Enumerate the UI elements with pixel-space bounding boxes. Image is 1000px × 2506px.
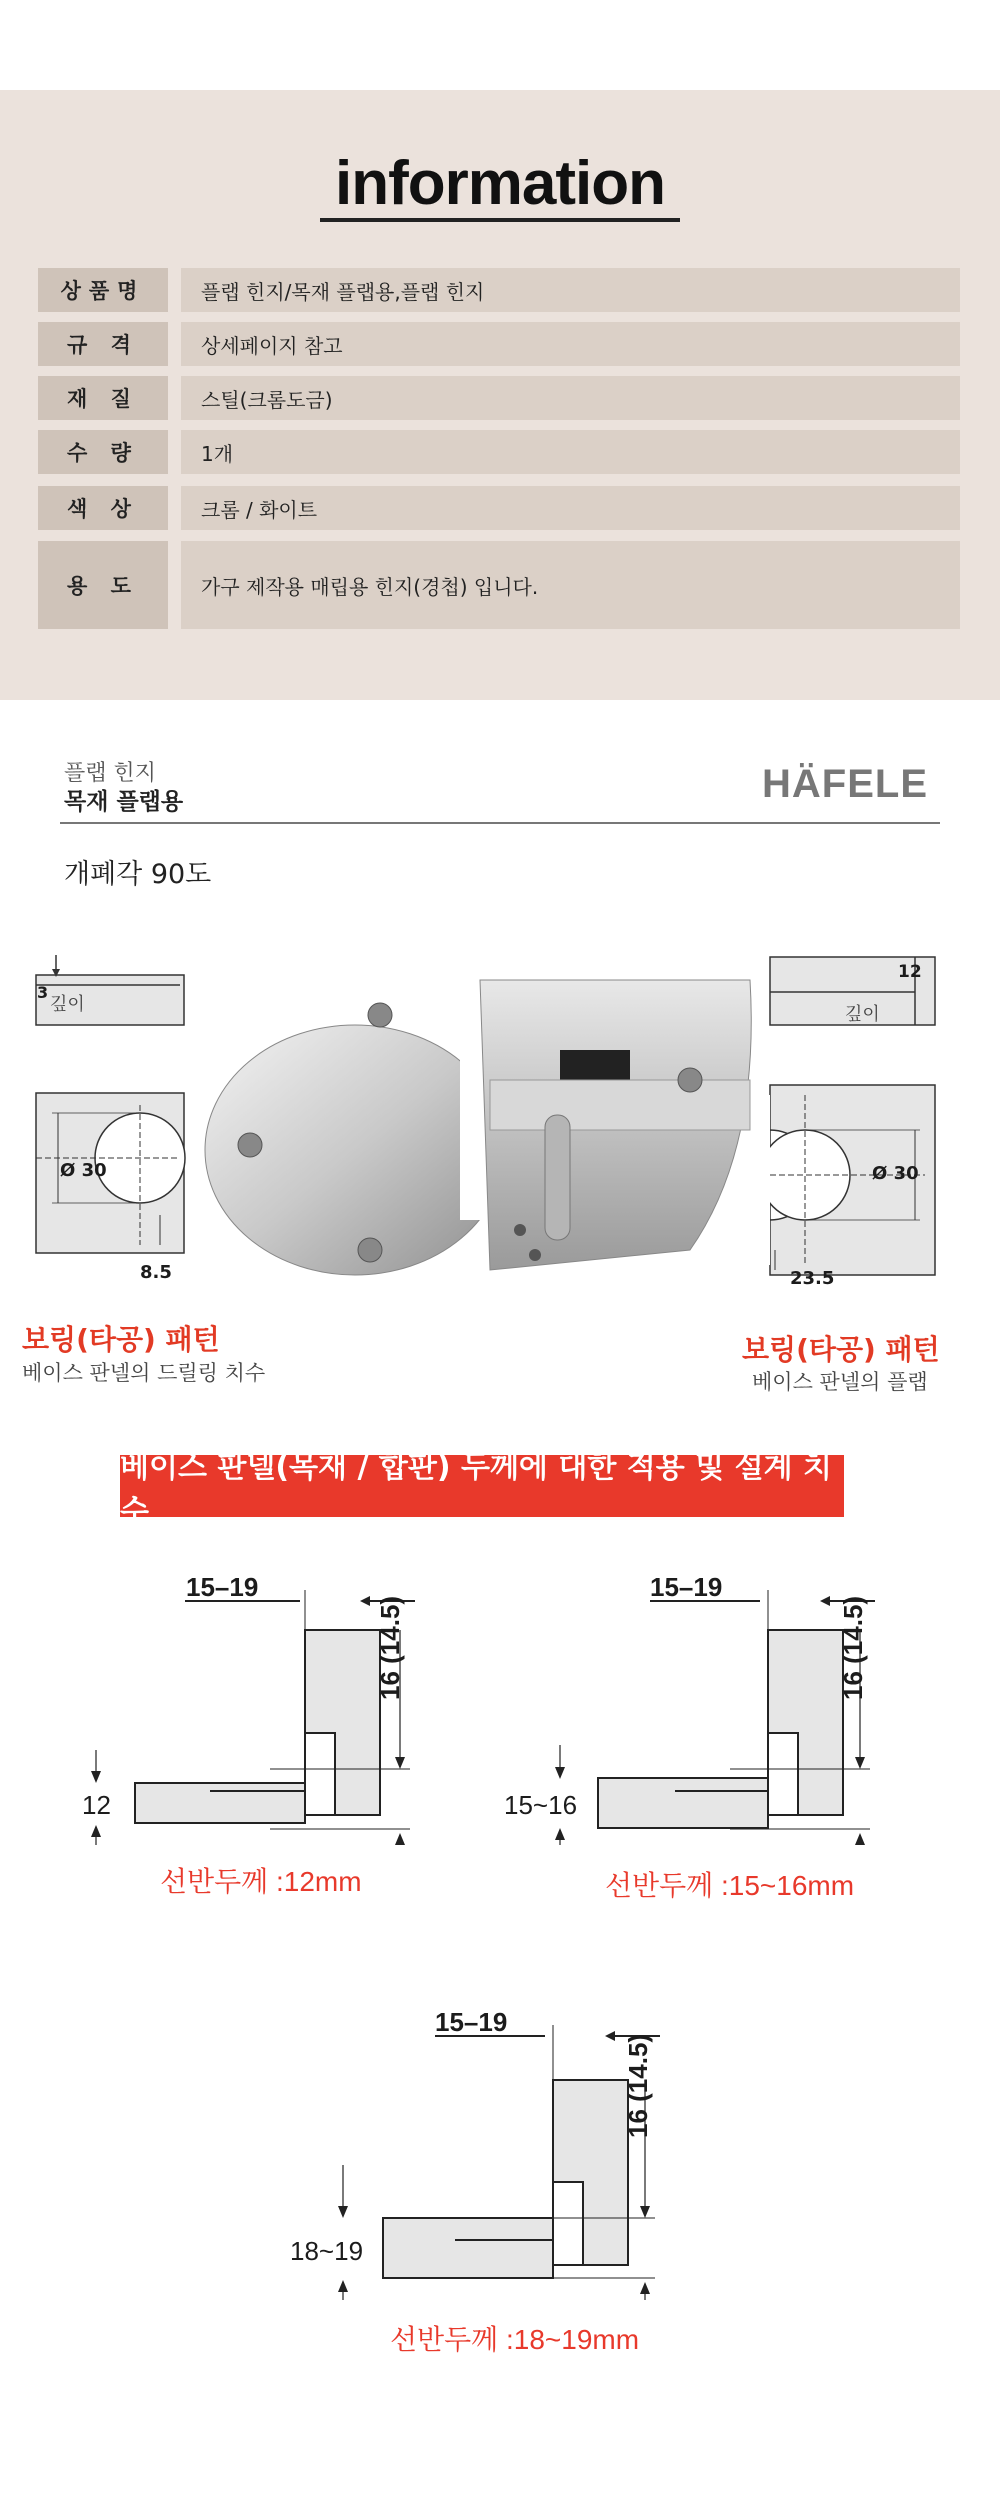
spec-row — [38, 541, 960, 629]
width-label: 15–19 — [186, 1572, 259, 1602]
width-label: 15–19 — [435, 2007, 508, 2037]
right-depth-value: 12 — [898, 962, 922, 982]
boring-right-subtitle: 베이스 판넬의 플랩 — [752, 1370, 928, 1394]
spec-label: 상품명 — [38, 268, 168, 312]
shelf-caption: 선반두께 :12mm — [160, 1866, 362, 1897]
height-label: 16 (14.5) — [623, 2033, 653, 2138]
spec-row — [38, 430, 960, 474]
left-diameter: Ø 30 — [60, 1160, 107, 1181]
left-offset: 8.5 — [140, 1262, 172, 1283]
spec-label: 수 량 — [38, 430, 168, 474]
spec-value: 상세페이지 참고 — [181, 322, 960, 366]
spec-label: 재 질 — [38, 376, 168, 420]
spec-value: 플랩 힌지/목재 플랩용,플랩 힌지 — [181, 268, 960, 312]
right-depth-label: 깊이 — [845, 1004, 880, 1025]
right-offset: 23.5 — [790, 1268, 835, 1289]
shelf-thickness-label: 15~16 — [504, 1790, 578, 1820]
spec-label: 색 상 — [38, 486, 168, 530]
height-label: 16 (14.5) — [375, 1595, 405, 1700]
thickness-banner: 베이스 판넬(목재 / 합판) 두께에 대한 적용 및 설계 치수 — [120, 1455, 844, 1517]
spec-label: 규 격 — [38, 322, 168, 366]
information-section — [0, 90, 1000, 700]
spec-value: 가구 제작용 매립용 힌지(경첩) 입니다. — [181, 541, 960, 629]
opening-angle: 개폐각 90도 — [64, 859, 212, 890]
thickness-diagram-12 — [70, 1565, 470, 1845]
left-depth-value: 3 — [37, 983, 49, 1002]
spec-row — [38, 268, 960, 312]
thickness-diagram-18-19 — [315, 2000, 715, 2300]
product-subtitle-1: 플랩 힌지 — [64, 761, 157, 786]
spec-label: 용 도 — [38, 541, 168, 629]
spec-value: 1개 — [181, 430, 960, 474]
boring-right-title: 보링(타공) 패턴 — [742, 1333, 940, 1366]
shelf-caption: 선반두께 :15~16mm — [605, 1870, 855, 1901]
header-divider — [60, 822, 940, 824]
left-depth-label: 깊이 — [50, 994, 85, 1015]
spec-row — [38, 376, 960, 420]
right-diameter: Ø 30 — [872, 1163, 919, 1184]
spec-value: 스틸(크롬도금) — [181, 376, 960, 420]
product-subtitle-2: 목재 플랩용 — [64, 789, 184, 815]
shelf-thickness-label: 18~19 — [290, 2236, 364, 2266]
shelf-thickness-label: 12 — [82, 1790, 111, 1820]
shelf-caption: 선반두께 :18~19mm — [390, 2324, 640, 2355]
brand-logo: HÄFELE — [762, 762, 928, 806]
spec-row — [38, 322, 960, 366]
spec-value: 크롬 / 화이트 — [181, 486, 960, 530]
boring-left-title: 보링(타공) 패턴 — [22, 1323, 220, 1356]
boring-left-subtitle: 베이스 판넬의 드릴링 치수 — [22, 1361, 266, 1385]
thickness-diagram-15-16 — [530, 1565, 930, 1845]
height-label: 16 (14.5) — [838, 1595, 868, 1700]
info-title-underline — [320, 218, 680, 222]
hinge-image — [190, 950, 760, 1330]
width-label: 15–19 — [650, 1572, 723, 1602]
spec-row — [38, 486, 960, 530]
info-title: information — [335, 149, 665, 218]
